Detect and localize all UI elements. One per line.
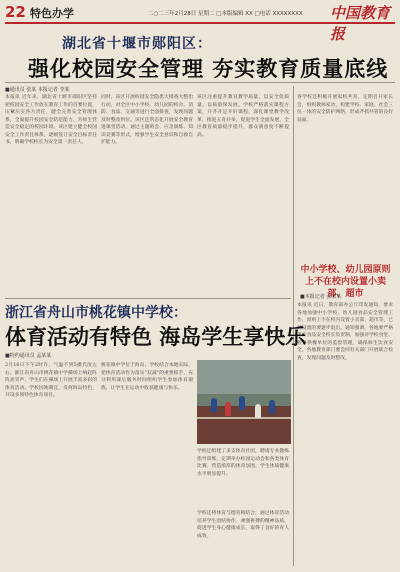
- article1-column-1: 本报讯 近年来，湖北省十堰市郧阳区坚持把校园安全工作放在教育工作的首要位置，压紧压实各方责任，健全完善安全管理体系，全面提升校园安全防范能力，为师生营造安全稳定的校园环境。该区建立健全校园安全工作责任体系，逐级签订安全目标责任书，明确学校校长为安全第一责任人。: [5, 95, 97, 145]
- article2-column-3: 学校还组建了多支体育社团，聘请专业教练指导训练，定期举办校园运动会和各类体育比赛，营造浓厚的体育氛围，学生体质健康水平明显提升。: [197, 449, 289, 477]
- page-header: [0, 0, 400, 43]
- article1-kicker: 湖北省十堰市郧阳区：: [62, 36, 212, 52]
- article1-headline: 强化校园安全管理 夯实教育质量底线: [28, 57, 389, 81]
- article2-headline: 体育活动有特色 海岛学生享快乐: [5, 325, 307, 349]
- header-rule: [5, 22, 395, 24]
- article1-column-2: 同时，该区开展校园安全隐患大排查大整治行动，对全区中小学校、幼儿园的校舍、消防、食品、交通等进行全面排查，发现问题及时整改到位。该区还常态化开展安全教育进课堂活动，通过主题班会、应急演练、知识竞赛等形式，增强学生安全意识和自救自护能力。: [101, 95, 193, 145]
- article1-byline: ■通讯员 张某 本报记者 李某: [5, 87, 70, 93]
- divider: [5, 298, 291, 299]
- newspaper-logo: 中国教育报: [330, 4, 391, 43]
- sidebar-headline: 中小学校、幼儿园原则上不在校内设置小卖部、超市: [300, 265, 391, 299]
- article1-column-4: 各学校还积极开展家校共育，定期召开家长会，组织教师家访，构建学校、家庭、社会三位一体的安全防护网络，形成齐抓共管的良好局面。: [297, 95, 393, 123]
- section-title: 特色办学: [30, 7, 74, 20]
- sidebar-byline: ■本报记者 张某某: [300, 294, 342, 300]
- page-number: 22: [5, 3, 26, 21]
- sidebar-body: 本报讯 近日，教育部办公厅印发通知，要求各地加强中小学校、幼儿园食品安全管理工作，原则上不在校内设置小卖部、超市等，已经设置的要逐步退出。通知强调，各地要严格落实食品安全校长负责制，加强对学校食堂、校外供餐单位的监督管理，确保师生饮食安全。各地教育部门要会同有关部门开展联合检查，发现问题及时整改。: [297, 303, 393, 361]
- sports-photo: [197, 360, 291, 444]
- article2-column-2: 桃花镇中学位于海岛，学校结合本地实际，把体育活动作为落实“双减”的重要抓手，充分利用课后服务时间组织学生参加体育锻炼，让学生在运动中收获健康与快乐。: [101, 363, 193, 391]
- divider: [5, 82, 395, 83]
- article2-byline: ■特约通讯员 孟某某: [5, 353, 52, 359]
- article1-column-3: 该区注重提升教育教学质量，以安全促质量，以质量保发展。学校严格落实课程方案，开齐开足开好课程，深化课堂教学改革，推进五育并举，促进学生全面发展，全区教育质量稳步提升，群众满意度不断提高。: [197, 95, 289, 138]
- article2-column-4: 学校还将体育与德育相结合，通过体育活动培养学生团结协作、顽强拼搏的精神品质，促进学生身心健康成长，取得了良好的育人成效。: [197, 511, 289, 539]
- date-line: 二○二三年2月28日 星期二 □本版编辑 XX □电话 XXXXXXXX: [148, 11, 303, 17]
- article2-kicker: 浙江省舟山市桃花镇中学校：: [5, 305, 187, 321]
- article2-column-1: 2月16日下午2时许，气温不到5摄氏度左右，浙江省舟山市桃花镇中学操场上响起阵阵欢笑声，学生们在操场上开展丰富多彩的体育活动。学校因地制宜，发挥海岛特色，开设多项特色体育项目。: [5, 363, 97, 398]
